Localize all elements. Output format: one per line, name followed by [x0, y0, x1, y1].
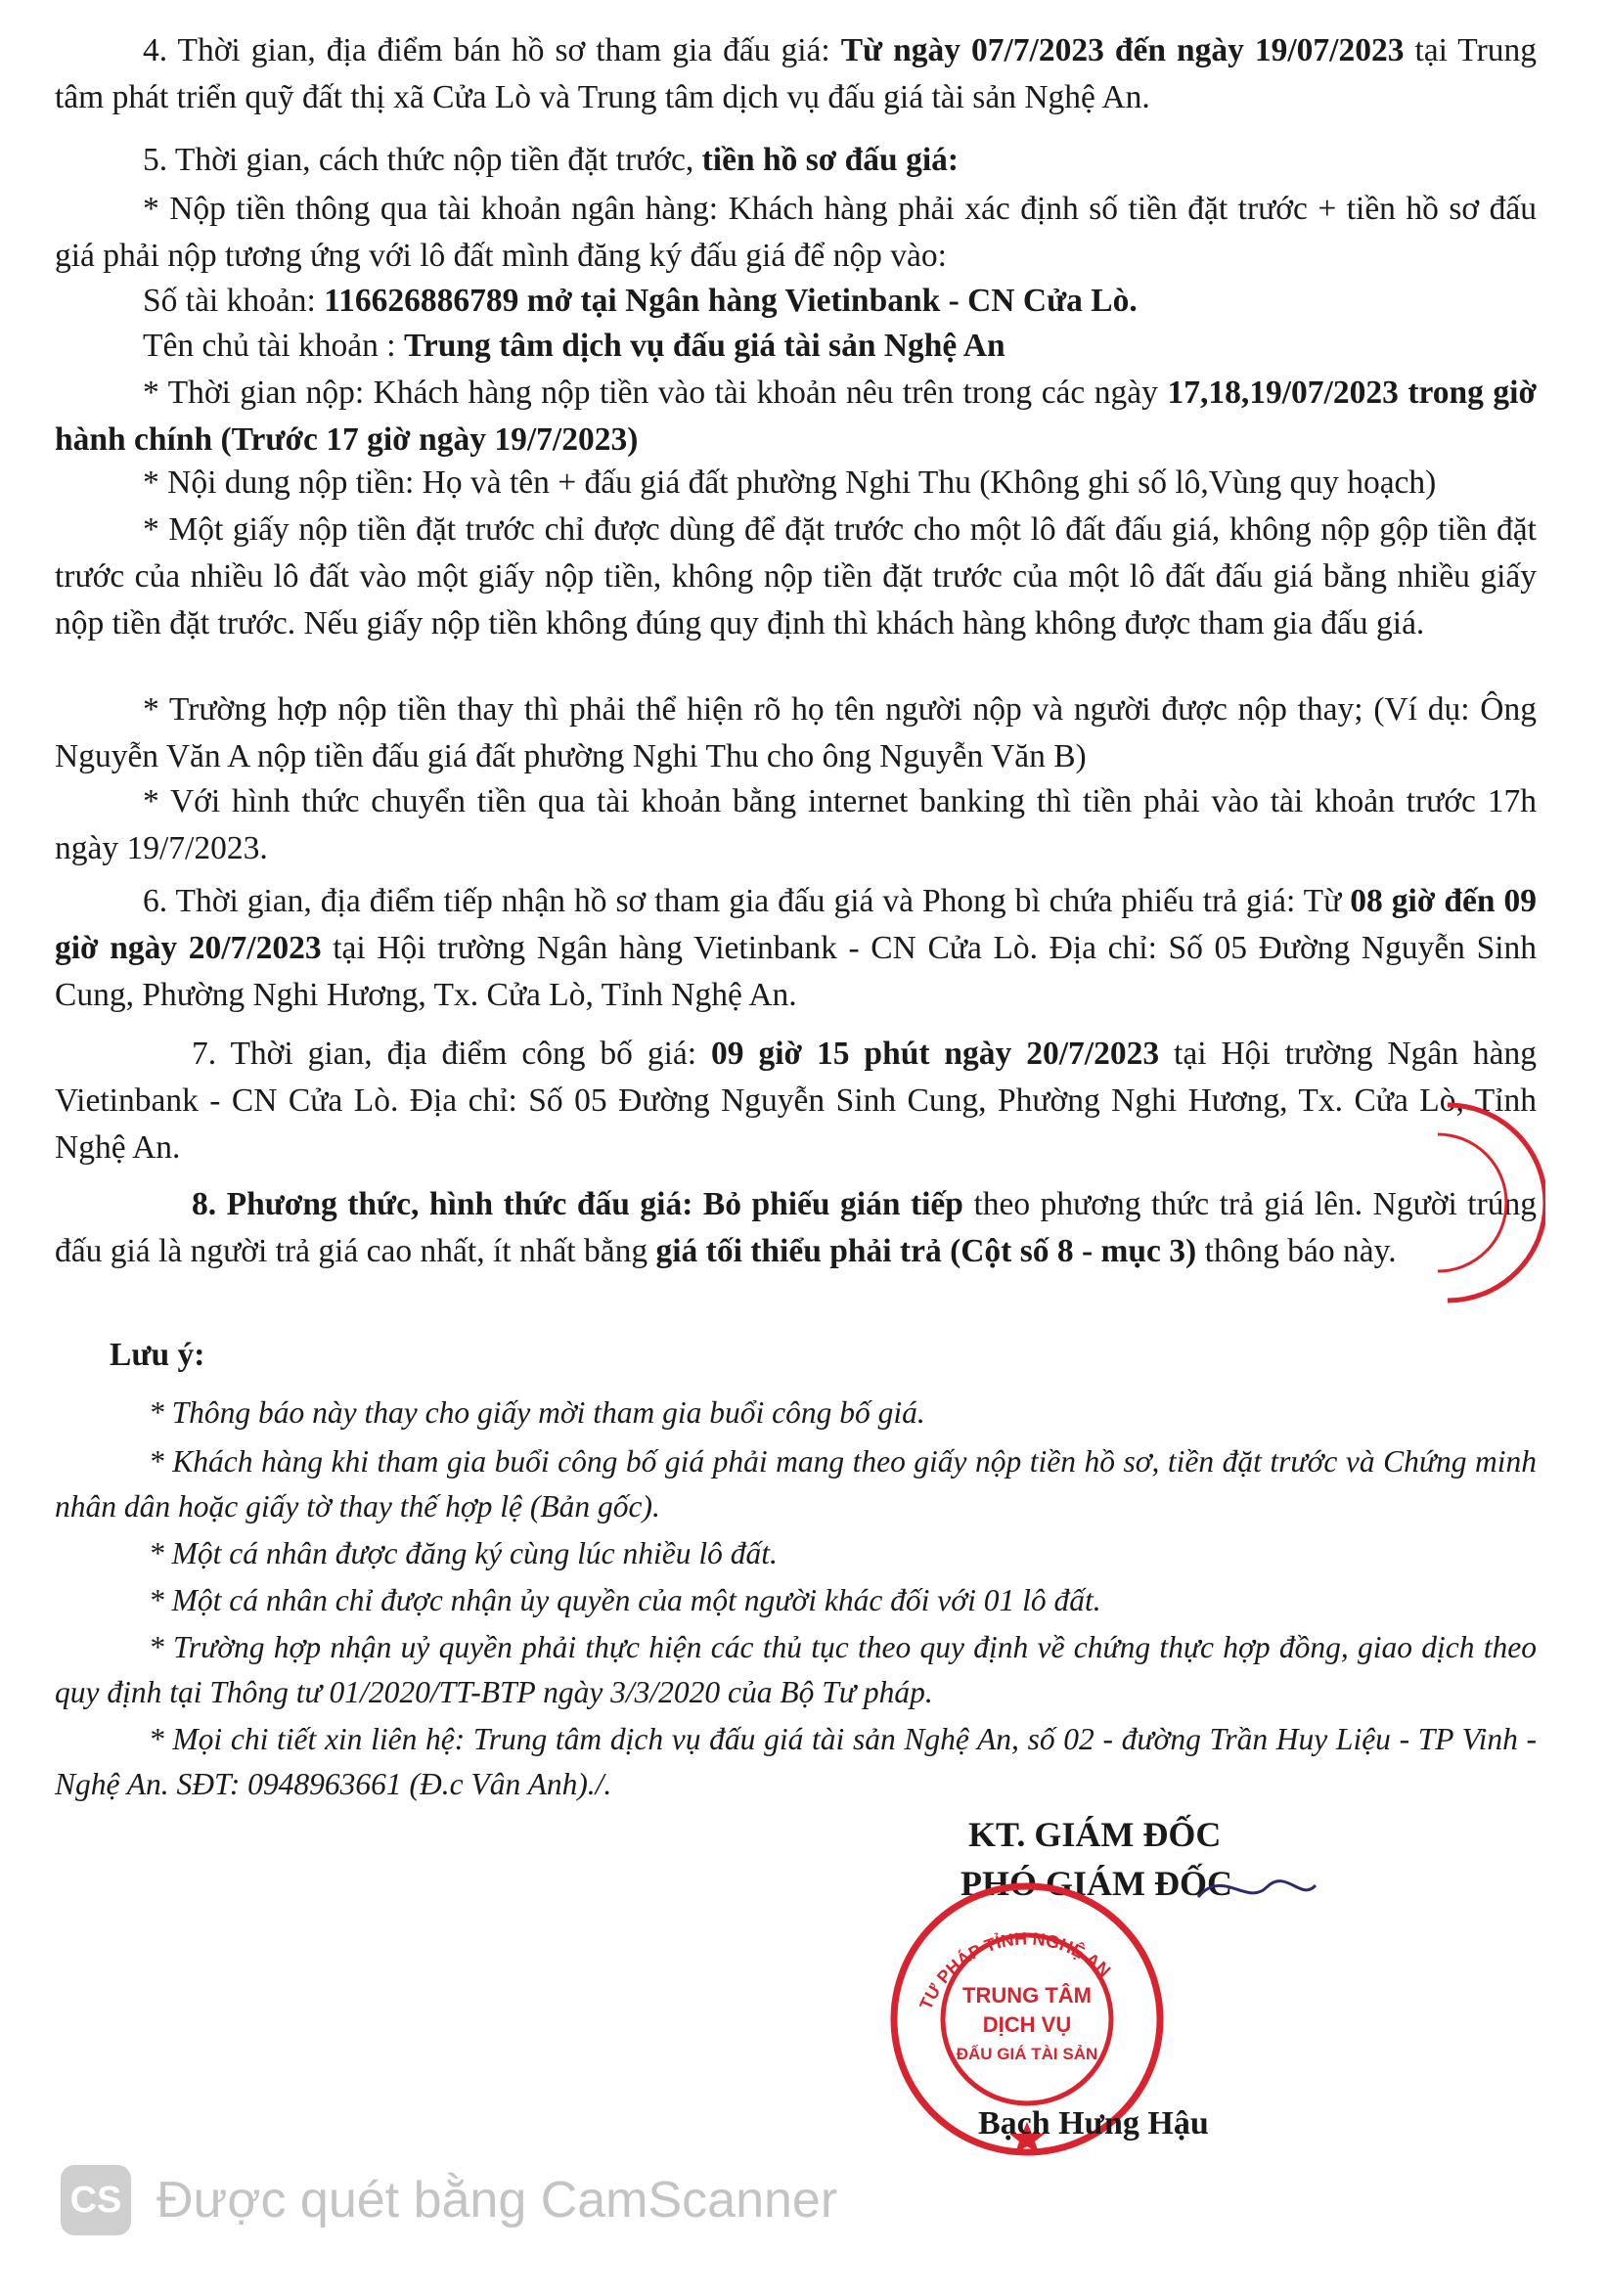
section-6-location: tại Hội trường Ngân hàng Vietinbank - CN Cửa Lò. Địa chỉ: Số 05 Đường Nguyễn Sinh Cung, Phường Nghi Hương, Tx. Cửa Lò, Tỉnh Nghệ An.: [55, 930, 1538, 1013]
account-number-label: Số tài khoản:: [143, 283, 325, 319]
section-8: [55, 1181, 1537, 1275]
signature-scribble: [1193, 1858, 1320, 1917]
section-5-label-bold: tiền hồ sơ đấu giá:: [701, 142, 960, 178]
camscanner-watermark: [61, 2161, 837, 2239]
section-7-location: tại Hội trường Ngân hàng Vietinbank - CN Cửa Lò. Địa chỉ: Số 05 Đường Nguyễn Sinh Cung, Phường Nghi Hương, Tx. Cửa Lò, Tỉnh Nghệ An.: [55, 1036, 1538, 1166]
section-7: [55, 1031, 1537, 1171]
proxy-payment-rule: * Trường hợp nộp tiền thay thì phải thể hiện rõ họ tên người nộp và người được nộp thay; (Ví dụ: Ông Nguyễn Văn A nộp tiền đấu giá đất phường Nghi Thu cho ông Nguyễn Văn B): [55, 691, 1537, 774]
internet-banking-rule: * Với hình thức chuyển tiền qua tài khoản bằng internet banking thì tiền phải vào tài khoản trước 17h ngày 19/7/2023.: [55, 783, 1537, 866]
section-6-label: 6. Thời gian, địa điểm tiếp nhận hồ sơ tham gia đấu giá và Phong bì chứa phiếu trả giá: Từ: [143, 883, 1351, 919]
note-item: * Một cá nhân được đăng ký cùng lúc nhiều lô đất.: [149, 1536, 778, 1570]
payment-content: * Nội dung nộp tiền: Họ và tên + đấu giá đất phường Nghi Thu (Không ghi số lô,Vùng quy hoạch): [143, 464, 1437, 501]
note-item: * Khách hàng khi tham gia buổi công bố giá phải mang theo giấy nộp tiền hồ sơ, tiền đặt trước và Chứng minh nhân dân hoặc giấy tờ thay thế hợp lệ (Bản gốc).: [55, 1444, 1537, 1523]
payment-time-label: * Thời gian nộp: Khách hàng nộp tiền vào tài khoản nêu trên trong các ngày: [143, 375, 1168, 411]
signature-title-2: PHÓ GIÁM ĐỐC: [960, 1864, 1232, 1903]
one-payment-rule: * Một giấy nộp tiền đặt trước chỉ được dùng để đặt trước cho một lô đất đấu giá, không nộp gộp tiền đặt trước của nhiều lô đất vào một giấy nộp tiền, không nộp tiền đặt trước của một lô đất đấu giá bằng nhiều giấy nộp tiền đặt trước. Nếu giấy nộp tiền không đúng quy định thì khách hàng không được tham gia đấu giá.: [55, 511, 1537, 641]
note-item: * Một cá nhân chỉ được nhận ủy quyền của một người khác đối với 01 lô đất.: [149, 1583, 1101, 1617]
account-number: [55, 278, 1537, 325]
section-7-time: 09 giờ 15 phút ngày 20/7/2023: [711, 1036, 1160, 1072]
seal-ring-path-text: TƯ PHÁP TỈNH NGHỆ AN: [916, 1928, 1115, 2013]
signature-title-1: KT. GIÁM ĐỐC: [968, 1815, 1222, 1854]
section-8-min-price: giá tối thiểu phải trả (Cột số 8 - mục 3): [655, 1233, 1197, 1269]
section-5-label: 5. Thời gian, cách thức nộp tiền đặt trước,: [143, 142, 702, 178]
note-item: * Mọi chi tiết xin liên hệ: Trung tâm dịch vụ đấu giá tài sản Nghệ An, số 02 - đường Trần Huy Liệu - TP Vinh - Nghệ An. SĐT: 0948963661 (Đ.c Vân Anh)./.: [55, 1722, 1537, 1801]
section-8-text: theo phương thức trả giá lên. Người trúng đấu giá là người trả giá cao nhất, ít nhất bằng: [55, 1186, 1537, 1269]
camscanner-text: Được quét bằng CamScanner: [156, 2172, 838, 2229]
payment-time: [55, 370, 1537, 464]
section-4-dates: Từ ngày 07/7/2023 đến ngày 19/07/2023: [840, 32, 1405, 68]
camscanner-logo-icon: CS: [61, 2165, 131, 2235]
section-4-label: 4. Thời gian, địa điểm bán hồ sơ tham gia đấu giá:: [143, 32, 841, 68]
payment-time-value: 17,18,19/07/2023 trong giờ hành chính (Trước 17 giờ ngày 19/7/2023): [55, 375, 1537, 458]
edge-seal-fragment: [1428, 1095, 1545, 1310]
account-owner: [55, 323, 1537, 370]
note-item: * Thông báo này thay cho giấy mời tham gia buổi công bố giá.: [149, 1395, 925, 1430]
account-owner-label: Tên chủ tài khoản :: [143, 328, 404, 364]
seal-line-1: TRUNG TÂM: [962, 1983, 1092, 2008]
section-8-tail: thông báo này.: [1196, 1233, 1397, 1269]
account-number-value: 116626886789 mở tại Ngân hàng Vietinbank - CN Cửa Lò.: [324, 283, 1138, 319]
section-4-location: tại Trung tâm phát triển quỹ đất thị xã Cửa Lò và Trung tâm dịch vụ đấu giá tài sản Nghệ An.: [55, 32, 1537, 115]
section-7-label: 7. Thời gian, địa điểm công bố giá:: [192, 1036, 712, 1072]
section-4: [55, 27, 1537, 121]
section-5-heading: [55, 137, 1537, 184]
signer-name: Bạch Hưng Hậu: [978, 2105, 1209, 2141]
section-6: [55, 878, 1537, 1019]
note-item: * Trường hợp nhận uỷ quyền phải thực hiện các thủ tục theo quy định về chứng thực hợp đồng, giao dịch theo quy định tại Thông tư 01/2020/TT-BTP ngày 3/3/2020 của Bộ Tư pháp.: [55, 1630, 1537, 1709]
seal-line-3: ĐẤU GIÁ TÀI SẢN: [956, 2045, 1098, 2063]
section-5-bank-transfer: * Nộp tiền thông qua tài khoản ngân hàng: Khách hàng phải xác định số tiền đặt trước + tiền hồ sơ đấu giá phải nộp tương ứng với lô đất mình đăng ký đấu giá để nộp vào:: [55, 191, 1537, 274]
seal-line-2: DỊCH VỤ: [982, 2012, 1072, 2037]
section-6-time: 08 giờ đến 09 giờ ngày 20/7/2023: [55, 883, 1537, 966]
notes-title: Lưu ý:: [110, 1337, 205, 1373]
section-8-label: 8. Phương thức, hình thức đấu giá: Bỏ phiếu gián tiếp: [192, 1186, 963, 1222]
account-owner-value: Trung tâm dịch vụ đấu giá tài sản Nghệ An: [404, 328, 1005, 364]
